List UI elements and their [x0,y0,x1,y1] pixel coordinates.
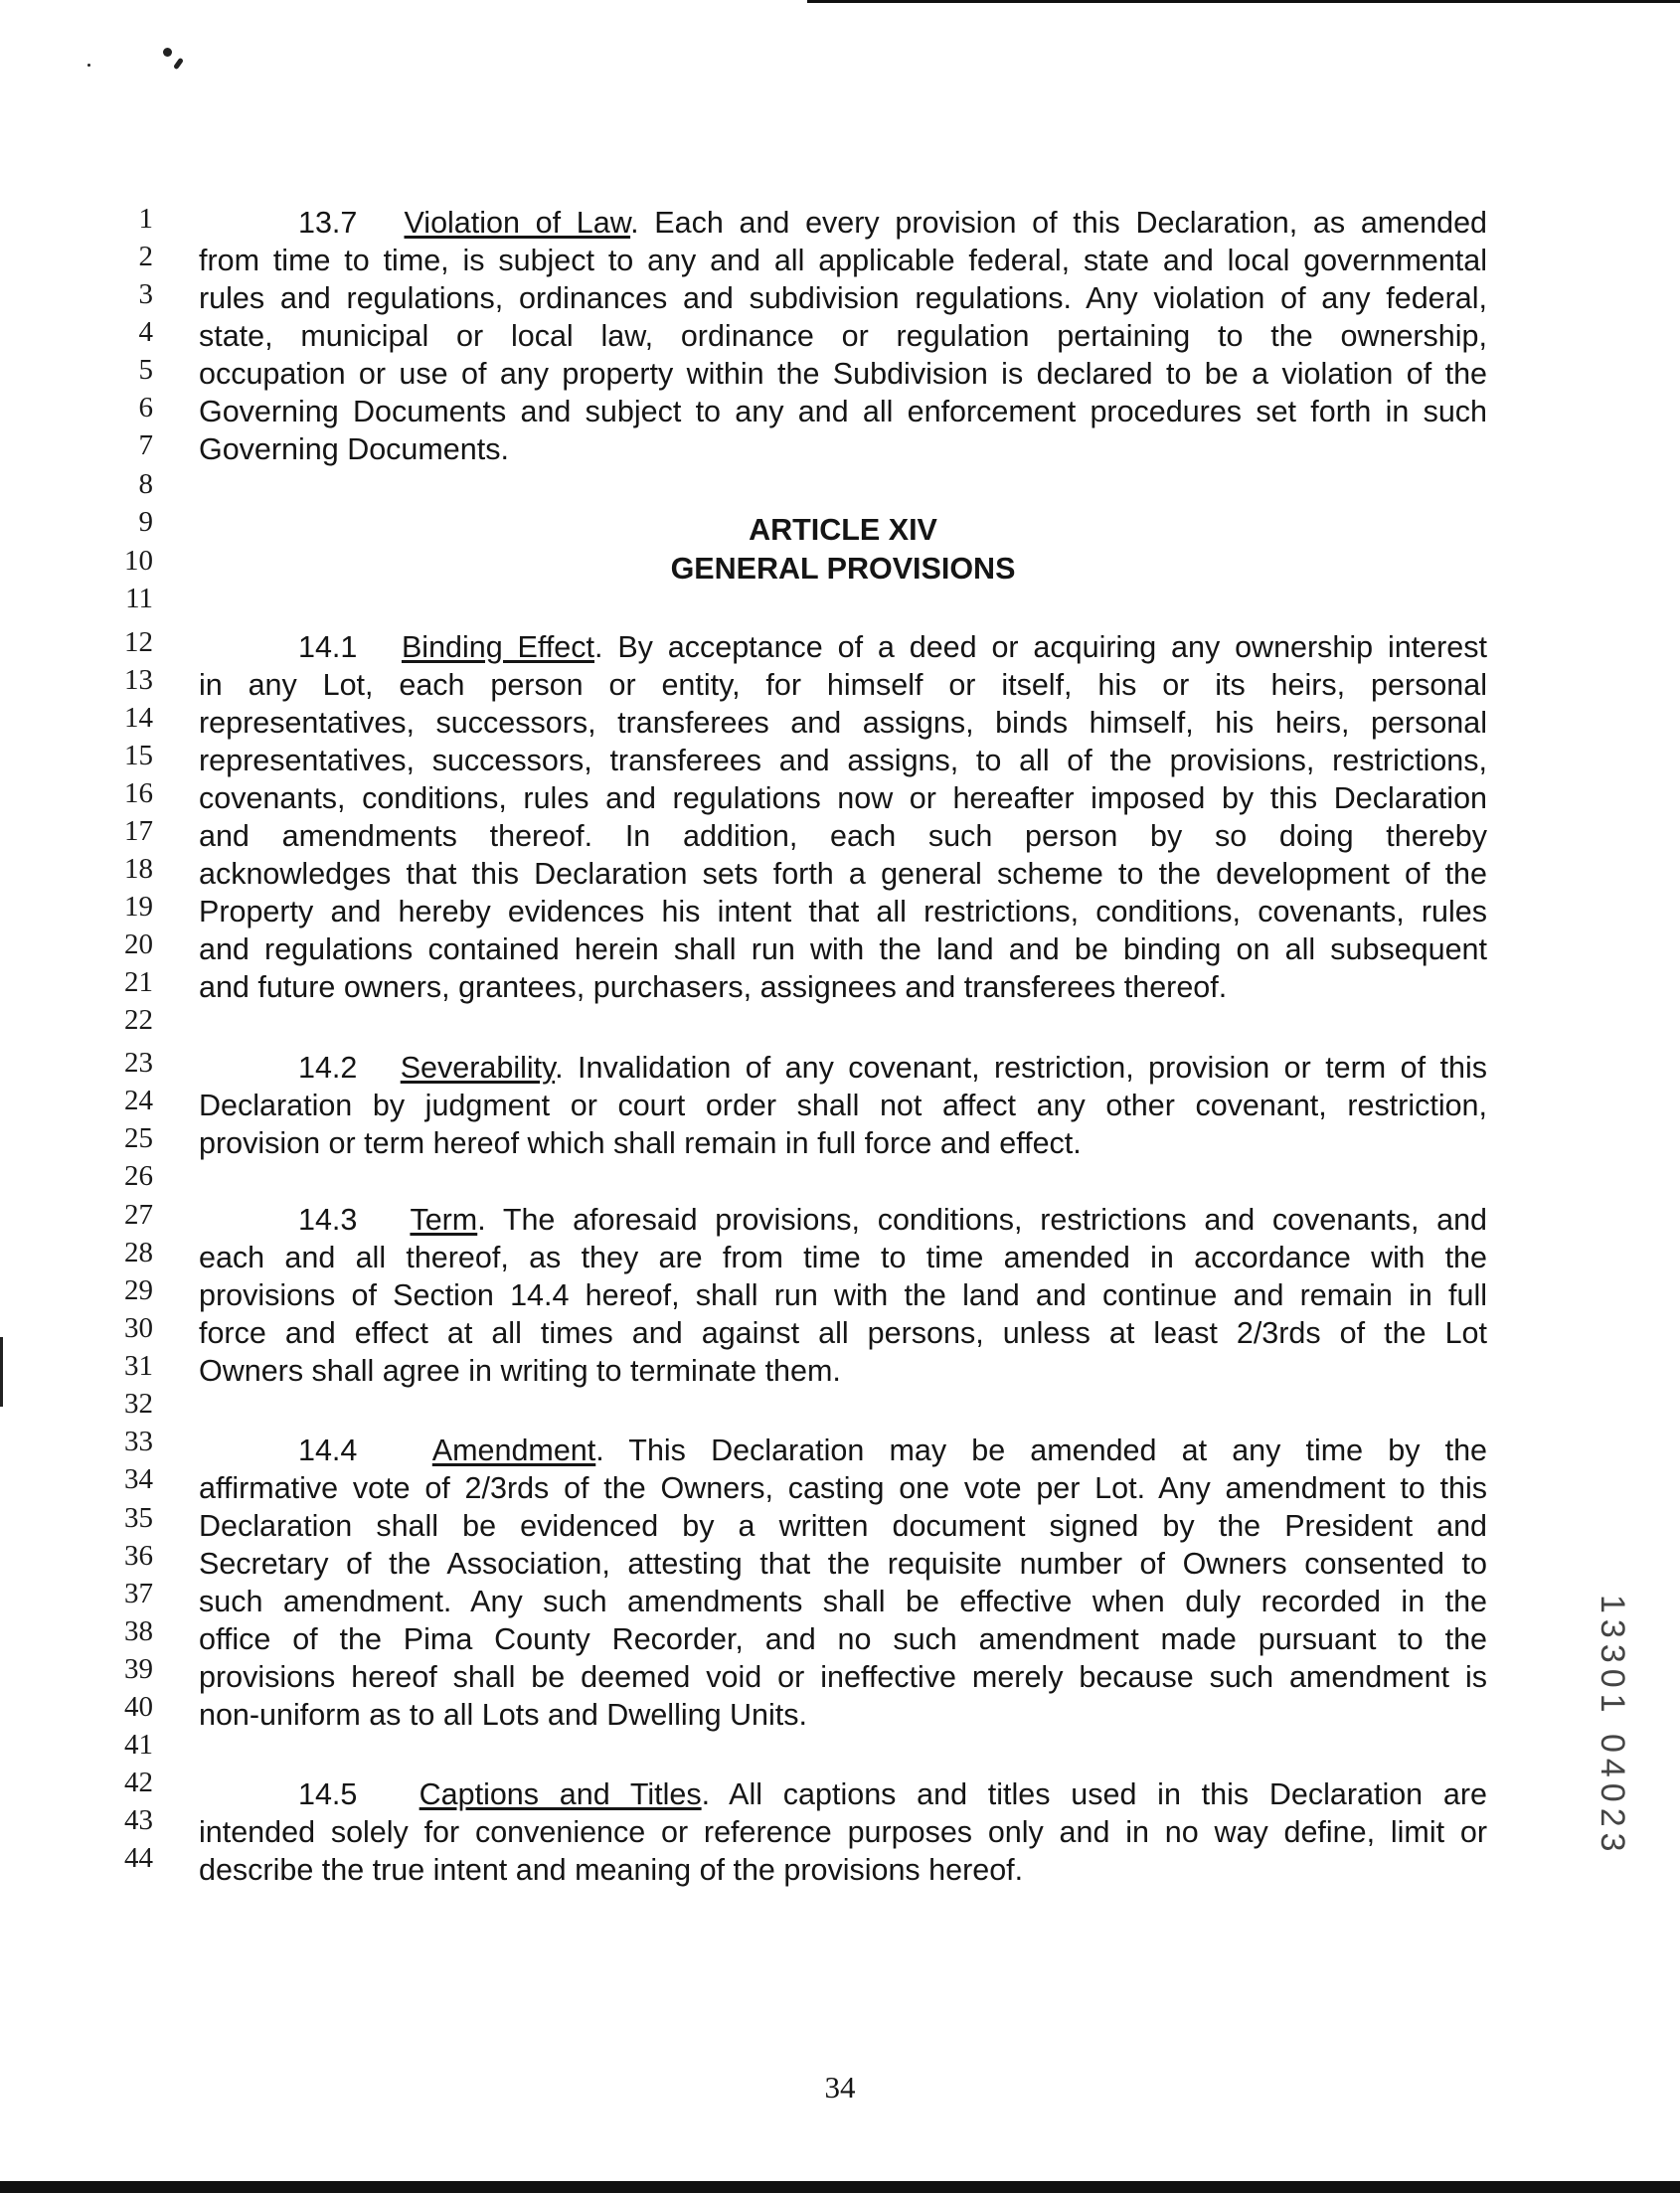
paragraph-line: non-uniform as to all Lots and Dwelling Units. [199,1698,807,1732]
line-number: 18 [124,853,153,885]
line-number: 16 [124,777,153,809]
line-number: 35 [124,1502,153,1534]
paragraph-line: force and effect at all times and against all persons, unless at least 2/3rds of the Lot [199,1316,1487,1350]
paragraph-line: and amendments thereof. In addition, each such person by so doing thereby [199,819,1487,853]
line-number: 8 [138,468,153,500]
line-number: 1 [138,203,153,235]
line-number: 37 [124,1578,153,1609]
section-number: 14.1 [298,630,358,664]
line-number: 4 [138,316,153,348]
line-number: 13 [124,664,153,696]
line-number: 9 [138,506,153,538]
section-first-line-text: . All captions and titles used in this Declaration are [701,1777,1487,1811]
section-caption: Violation of Law [404,206,631,240]
paragraph-line: representatives, successors, transferees and assigns, binds himself, his heirs, personal [199,706,1487,740]
line-number: 38 [124,1615,153,1647]
line-number: 42 [124,1767,153,1798]
article-number: ARTICLE XIV [749,513,937,547]
line-number: 11 [125,583,153,614]
line-number: 44 [124,1842,153,1874]
section-caption: Captions and Titles [419,1777,702,1811]
line-number: 29 [124,1274,153,1306]
line-number: 19 [124,891,153,923]
line-number: 6 [138,392,153,423]
paragraph-line: describe the true intent and meaning of the provisions hereof. [199,1853,1024,1887]
paragraph-line: in any Lot, each person or entity, for himself or itself, his or its heirs, personal [199,668,1487,702]
section-first-line [298,1432,1487,1469]
paragraph-line: occupation or use of any property within the Subdivision is declared to be a violation of the [199,357,1487,391]
scan-speck [173,58,184,71]
scan-edge-mark [0,1337,3,1407]
paragraph-line: rules and regulations, ordinances and subdivision regulations. Any violation of any federal, [199,281,1487,315]
line-number: 28 [124,1237,153,1268]
section-first-line [298,1775,1487,1813]
section-caption: Term [410,1203,478,1237]
paragraph-line: representatives, successors, transferees and assigns, to all of the provisions, restrictions, [199,744,1487,777]
section-first-line-text: . The aforesaid provisions, conditions, restrictions and covenants, and [477,1203,1487,1237]
line-number: 15 [124,740,153,771]
line-number: 12 [124,626,153,658]
line-number: 25 [124,1122,153,1154]
paragraph-line: each and all thereof, as they are from time to time amended in accordance with the [199,1241,1487,1274]
scan-speck [163,48,172,57]
paragraph-line: Secretary of the Association, attesting that the requisite number of Owners consented to [199,1547,1487,1581]
line-number: 30 [124,1312,153,1344]
page-number: 34 [824,2070,856,2105]
section-number: 14.5 [298,1777,358,1811]
line-number: 3 [138,278,153,310]
line-number: 5 [138,354,153,386]
paragraph-line: from time to time, is subject to any and all applicable federal, state and local governmental [199,244,1487,277]
line-number: 39 [124,1653,153,1685]
line-number: 26 [124,1160,153,1192]
line-number: 33 [124,1426,153,1457]
line-number: 41 [124,1729,153,1761]
section-number: 14.3 [298,1203,358,1237]
line-number: 2 [138,241,153,272]
paragraph-line: acknowledges that this Declaration sets forth a general scheme to the development of the [199,857,1487,891]
scan-top-border [807,0,1680,3]
scan-bottom-border [0,2181,1680,2193]
section-first-line-text: . Each and every provision of this Declaration, as amended [630,206,1488,240]
section-first-line-text: . By acceptance of a deed or acquiring any ownership interest [593,630,1487,664]
section-first-line-text: . This Declaration may be amended at any time by the [595,1434,1488,1467]
section-number: 14.2 [298,1051,358,1085]
paragraph-line: intended solely for convenience or reference purposes only and in no way define, limit or [199,1815,1487,1849]
paragraph-line: Declaration shall be evidenced by a written document signed by the President and [199,1509,1487,1543]
paragraph-line: Property and hereby evidences his intent that all restrictions, conditions, covenants, rules [199,895,1487,928]
line-number: 34 [124,1463,153,1495]
section-first-line [298,1049,1487,1087]
section-first-line-text: . Invalidation of any covenant, restriction, provision or term of this [555,1051,1487,1085]
paragraph-line: affirmative vote of 2/3rds of the Owners, casting one vote per Lot. Any amendment to this [199,1471,1487,1505]
line-number: 22 [124,1004,153,1036]
paragraph-line: covenants, conditions, rules and regulations now or hereafter imposed by this Declaration [199,781,1487,815]
section-caption: Amendment [431,1434,596,1467]
paragraph-line: Governing Documents and subject to any and all enforcement procedures set forth in such [199,395,1487,428]
line-number: 21 [124,966,153,998]
paragraph-line: Governing Documents. [199,432,509,466]
section-number: 14.4 [298,1434,358,1467]
paragraph-line: and future owners, grantees, purchasers, assignees and transferees thereof. [199,970,1228,1004]
paragraph-line: and regulations contained herein shall run with the land and be binding on all subsequent [199,932,1487,966]
paragraph-line: state, municipal or local law, ordinance or regulation pertaining to the ownership, [199,319,1487,353]
paragraph-line: provisions hereof shall be deemed void or ineffective merely because such amendment is [199,1660,1487,1694]
line-number: 20 [124,928,153,960]
line-number: 24 [124,1085,153,1116]
line-number: 36 [124,1540,153,1572]
paragraph-line: Owners shall agree in writing to terminate them. [199,1354,841,1388]
section-number: 13.7 [298,206,358,240]
line-number: 14 [124,702,153,734]
paragraph-line: office of the Pima County Recorder, and no such amendment made pursuant to the [199,1622,1487,1656]
line-number: 7 [138,429,153,461]
line-number: 32 [124,1388,153,1420]
line-number: 23 [124,1047,153,1079]
paragraph-line: such amendment. Any such amendments shall be effective when duly recorded in the [199,1585,1487,1618]
paragraph-line: provision or term hereof which shall remain in full force and effect. [199,1126,1082,1160]
line-number: 17 [124,815,153,847]
paragraph-line: Declaration by judgment or court order shall not affect any other covenant, restriction, [199,1089,1487,1122]
line-number: 31 [124,1350,153,1382]
section-caption: Binding Effect [401,630,594,664]
line-number: 43 [124,1804,153,1836]
article-title: GENERAL PROVISIONS [670,552,1016,586]
line-number: 40 [124,1691,153,1723]
scan-speck [87,64,90,67]
section-first-line [298,204,1487,242]
section-caption: Severability [400,1051,556,1085]
line-number: 10 [124,545,153,577]
section-first-line [298,628,1487,666]
paragraph-line: provisions of Section 14.4 hereof, shall run with the land and continue and remain in full [199,1278,1487,1312]
line-number: 27 [124,1199,153,1231]
section-first-line [298,1201,1487,1239]
recording-stamp-text: 13301 04023 [1594,1595,1631,1858]
